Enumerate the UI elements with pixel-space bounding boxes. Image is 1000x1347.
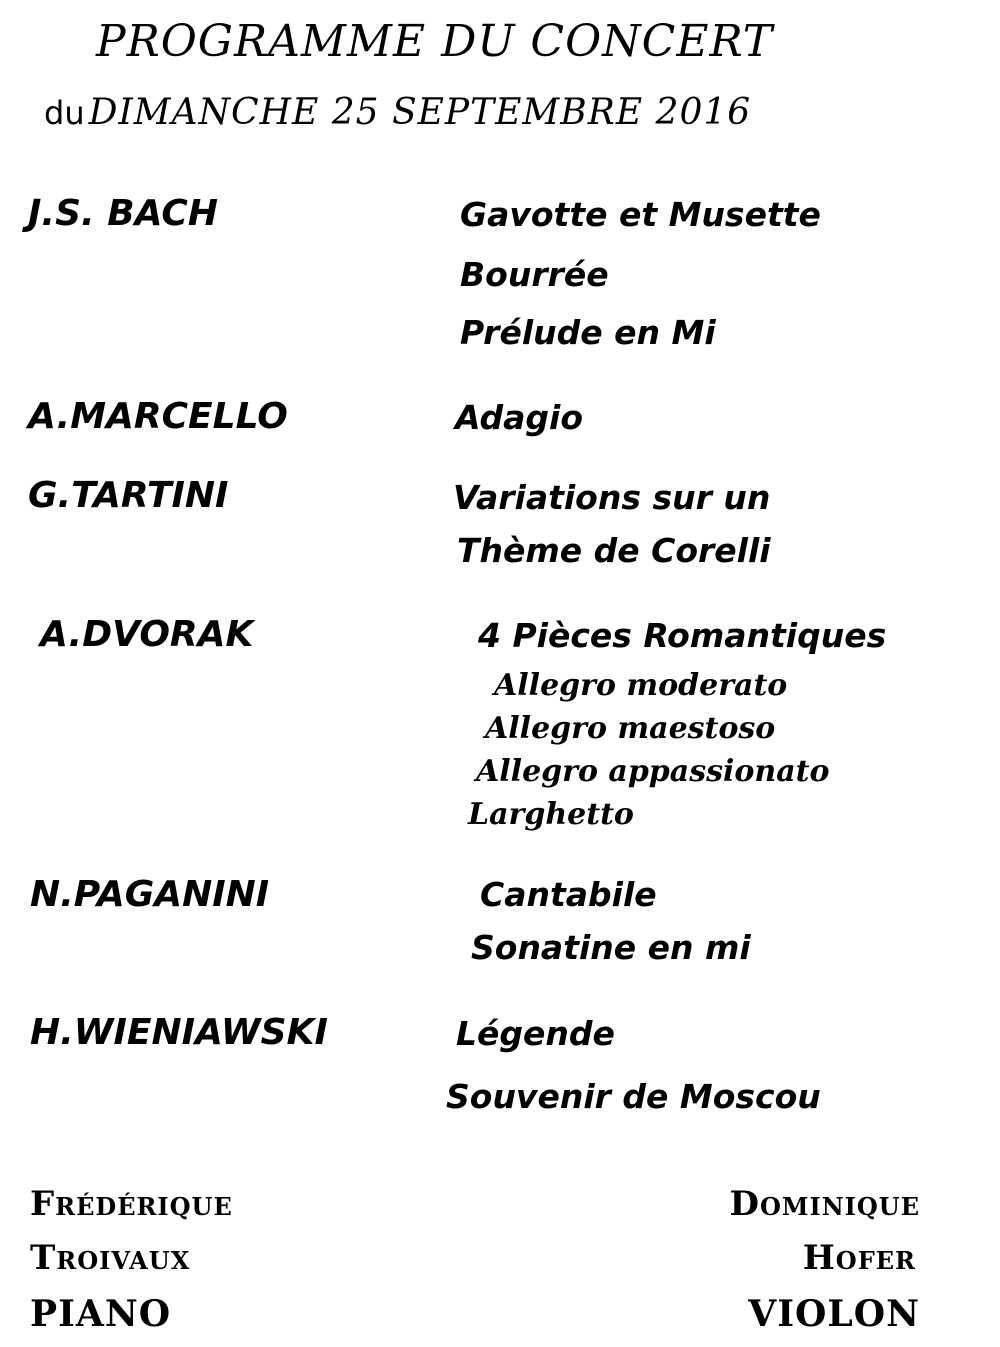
piece-title: Prélude en Mi [460,313,716,352]
program-date-line [44,92,752,133]
pianist-instrument: PIANO [30,1293,172,1335]
violinist-instrument: VIOLON [748,1293,920,1335]
piece-title: Thème de Corelli [457,531,771,570]
composer-paganini: N.PAGANINI [30,874,270,915]
piece-title: Gavotte et Musette [460,195,821,234]
movement-title: Larghetto [468,797,634,832]
piece-title: Légende [456,1014,615,1053]
piece-title: Variations sur un [453,478,771,517]
composer-dvorak: A.DVORAK [40,614,254,655]
movement-title: Allegro moderato [494,668,788,703]
pianist-first-name: Frédérique [30,1184,233,1224]
date-prefix: du [44,94,85,132]
program-title: PROGRAMME DU CONCERT [96,16,774,67]
concert-date: DIMANCHE 25 SEPTEMBRE 2016 [88,92,752,133]
pianist-last-name: Troivaux [30,1238,191,1278]
movement-title: Allegro maestoso [485,711,776,746]
composer-bach: J.S. BACH [28,193,218,234]
piece-title: Cantabile [480,875,657,914]
composer-wieniawski: H.WIENIAWSKI [30,1012,328,1053]
piece-title: Bourrée [460,255,609,294]
piece-title: Sonatine en mi [471,928,751,967]
movement-title: Allegro appassionato [476,754,830,789]
composer-tartini: G.TARTINI [28,475,229,516]
violinist-first-name: Dominique [729,1184,920,1224]
piece-title: 4 Pièces Romantiques [478,616,887,655]
composer-marcello: A.MARCELLO [28,396,288,437]
piece-title: Souvenir de Moscou [446,1077,821,1116]
piece-title: Adagio [455,398,584,437]
violinist-last-name: Hofer [802,1238,916,1278]
